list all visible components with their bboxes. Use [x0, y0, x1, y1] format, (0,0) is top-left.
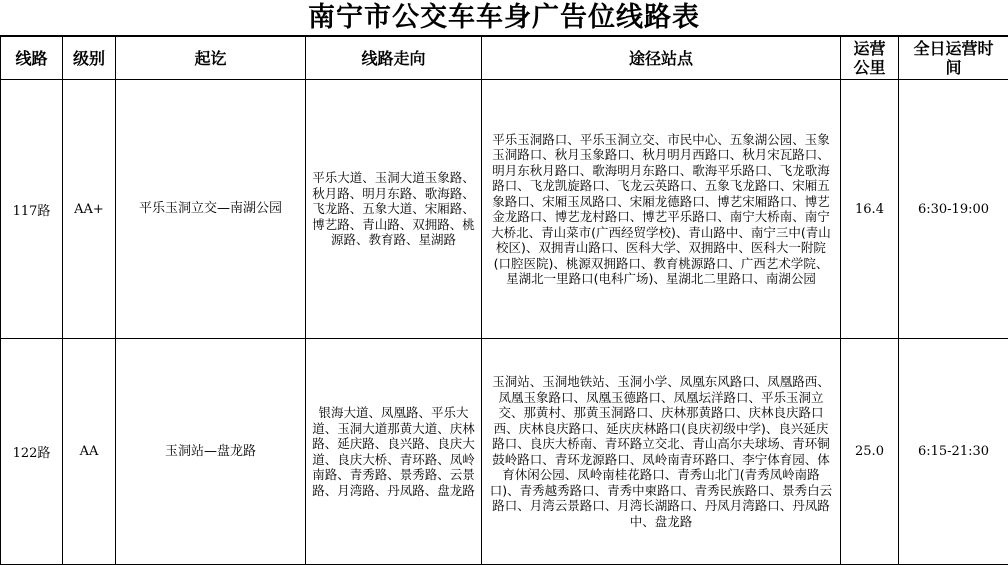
cell-level: AA	[63, 339, 116, 565]
cell-start-end: 玉洞站—盘龙路	[116, 339, 306, 565]
header-level: 级别	[63, 37, 116, 80]
page-title: 南宁市公交车车身广告位线路表	[0, 0, 1008, 36]
header-row	[1, 37, 1008, 80]
cell-hours: 6:15-21:30	[899, 339, 1008, 565]
cell-stops: 平乐玉洞路口、平乐玉洞立交、市民中心、五象湖公园、玉象玉洞路口、秋月玉象路口、秋月明月西路口、秋月宋瓦路口、明月东秋月路口、歌海明月东路口、歌海平乐路口、飞龙歌海路口、飞龙凯旋路口、飞龙云英路口、五象飞龙路口、宋厢五象路口、宋厢玉凤路口、宋厢龙德路口、博艺宋厢路口、博艺金龙路口、博艺龙村路口、博艺平乐路口、南宁大桥南、南宁大桥北、青山菜市(广西经贸学校)、青山路中、南宁三中(青山校区)、双拥青山路口、医科大学、双拥路中、医科大一附院(口腔医院)、桃源双拥路口、教育桃源路口、广西艺术学院、星湖北一里路口(电科广场)、星湖北二里路口、南湖公园	[482, 80, 841, 339]
cell-km: 25.0	[841, 339, 899, 565]
cell-direction: 银海大道、凤凰路、平乐大道、玉洞大道那黄大道、庆林路、延庆路、良兴路、良庆大道、良庆大桥、青环路、凤岭南路、青秀路、景秀路、云景路、月湾路、丹凤路、盘龙路	[306, 339, 482, 565]
cell-start-end: 平乐玉洞立交—南湖公园	[116, 80, 306, 339]
header-direction: 线路走向	[306, 37, 482, 80]
header-km: 运营公里	[841, 37, 899, 80]
cell-level: AA+	[63, 80, 116, 339]
cell-line: 122路	[1, 339, 63, 565]
cell-direction: 平乐大道、玉洞大道玉象路、秋月路、明月东路、歌海路、飞龙路、五象大道、宋厢路、博艺路、青山路、双拥路、桃源路、教育路、星湖路	[306, 80, 482, 339]
route-table	[0, 36, 1008, 565]
cell-stops: 玉洞站、玉洞地铁站、玉洞小学、凤凰东风路口、凤凰路西、凤凰玉象路口、凤凰玉德路口、凤凰坛洋路口、平乐玉洞立交、那黄村、那黄玉洞路口、庆林那黄路口、庆林良庆路口西、庆林良庆路口、延庆庆林路口(良庆初级中学)、良兴延庆路口、良庆大桥南、青环路立交北、青山高尔夫球场、青环铜鼓岭路口、青环龙源路口、凤岭南青环路口、李宁体育园、体育休闲公园、凤岭南桂花路口、青秀山北门(青秀凤岭南路口)、青秀越秀路口、青秀中柬路口、青秀民族路口、景秀白云路口、月湾云景路口、月湾长湖路口、丹凤月湾路口、丹凤路中、盘龙路	[482, 339, 841, 565]
header-hours: 全日运营时间	[899, 37, 1008, 80]
cell-line: 117路	[1, 80, 63, 339]
table-row	[1, 80, 1008, 339]
cell-hours: 6:30-19:00	[899, 80, 1008, 339]
header-start-end: 起讫	[116, 37, 306, 80]
cell-km: 16.4	[841, 80, 899, 339]
table-row	[1, 339, 1008, 565]
header-stops: 途径站点	[482, 37, 841, 80]
header-line: 线路	[1, 37, 63, 80]
